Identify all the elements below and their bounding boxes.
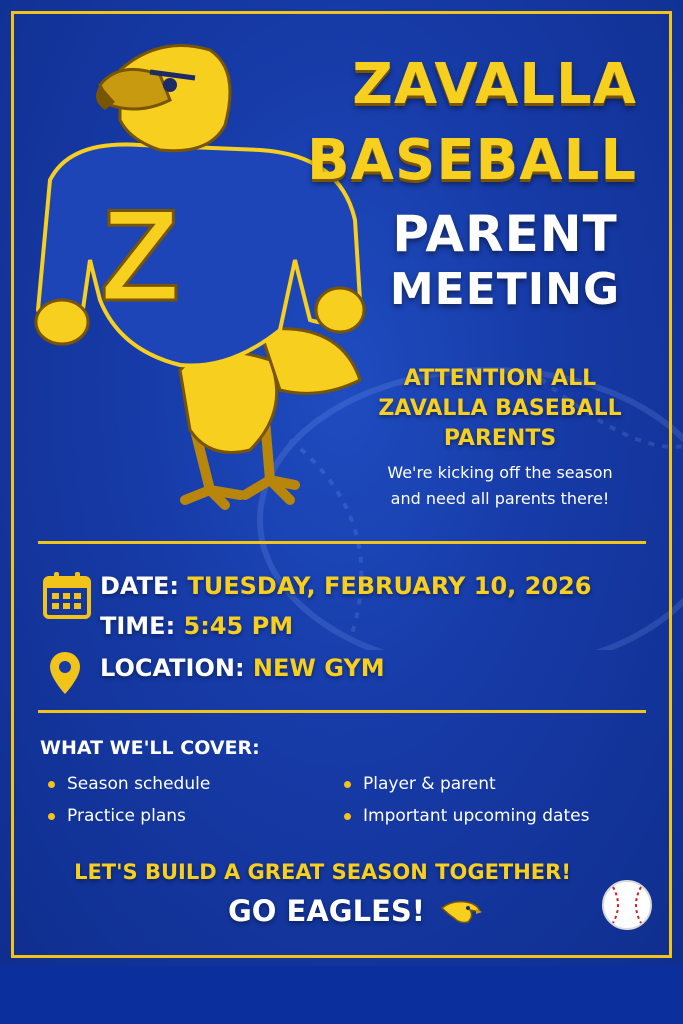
location-value: NEW GYM xyxy=(252,654,385,682)
list-item xyxy=(48,800,210,832)
list-item xyxy=(344,768,589,800)
title-meeting: MEETING xyxy=(389,264,621,315)
title-zavalla: ZAVALLA xyxy=(352,52,637,117)
list-item xyxy=(344,800,589,832)
title-parent: PARENT xyxy=(392,205,618,263)
title-baseball: BASEBALL xyxy=(307,128,637,193)
attention-sub-line-2: and need all parents there! xyxy=(390,489,610,508)
attention-subtext xyxy=(345,460,655,512)
list-item-text: Player & parent xyxy=(363,774,496,794)
bottom-band xyxy=(0,966,683,1024)
calendar-icon xyxy=(42,570,92,620)
date-row xyxy=(100,572,591,600)
jersey-letter: Z xyxy=(100,182,180,328)
location-row xyxy=(100,654,385,682)
time-label: TIME: xyxy=(100,612,176,640)
baseball-icon xyxy=(601,879,653,931)
cover-list-left xyxy=(48,768,210,832)
list-item-text: Practice plans xyxy=(67,806,186,826)
list-item-text: Important upcoming dates xyxy=(363,806,590,826)
time-row xyxy=(100,612,293,640)
eagle-mascot-icon xyxy=(10,30,380,530)
time-value: 5:45 PM xyxy=(183,612,294,640)
date-label: DATE: xyxy=(100,572,179,600)
divider-top xyxy=(38,541,646,544)
location-label: LOCATION: xyxy=(100,654,245,682)
cover-heading: WHAT WE'LL COVER: xyxy=(40,737,260,759)
bullet-dot xyxy=(344,781,351,788)
attention-heading xyxy=(345,364,655,454)
eagle-head-icon xyxy=(440,898,482,926)
bullet-dot xyxy=(48,813,55,820)
cover-list-right xyxy=(344,768,589,832)
bullet-dot xyxy=(344,813,351,820)
attention-line-2: ZAVALLA BASEBALL xyxy=(378,396,622,421)
closing-tagline: LET'S BUILD A GREAT SEASON TOGETHER! xyxy=(74,860,571,884)
attention-sub-line-1: We're kicking off the season xyxy=(387,463,613,482)
list-item xyxy=(48,768,210,800)
attention-line-1: ATTENTION ALL xyxy=(403,366,597,391)
divider-bottom xyxy=(38,710,646,713)
list-item-text: Season schedule xyxy=(67,774,211,794)
date-value: TUESDAY, FEBRUARY 10, 2026 xyxy=(187,572,592,600)
go-eagles-text: GO EAGLES! xyxy=(228,894,426,928)
attention-line-3: PARENTS xyxy=(443,426,557,451)
bullet-dot xyxy=(48,781,55,788)
map-pin-icon xyxy=(48,650,82,696)
